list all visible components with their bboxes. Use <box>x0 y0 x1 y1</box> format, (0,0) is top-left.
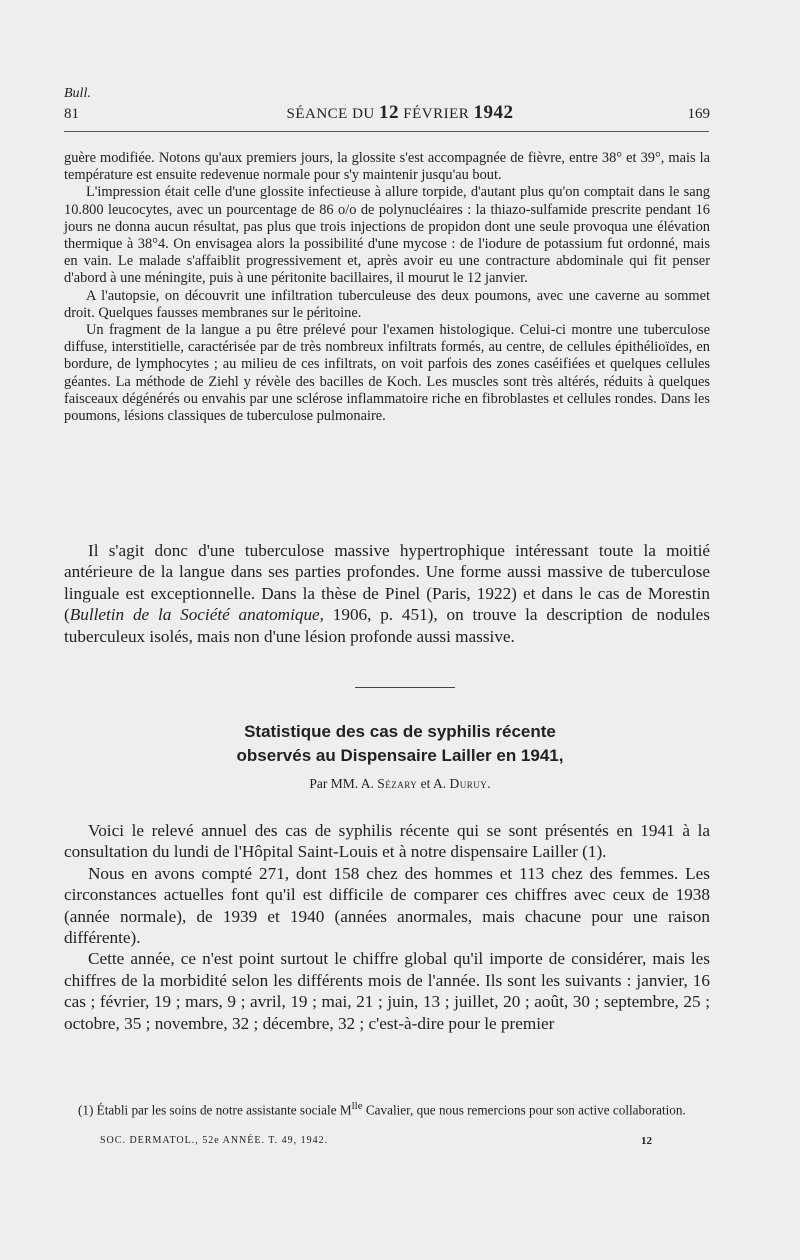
paragraph: Nous en avons compté 271, dont 158 chez des hommes et 113 chez des femmes. Les circonstances actuelles font qu'il est difficile de comparer ces chiffres avec ceux de 1938 (année normale), de 1939 et 1940 (années anormales, mais chacune pour une raison différente). <box>64 863 710 948</box>
signature-number: 12 <box>641 1135 652 1147</box>
conclusion-paragraph <box>64 540 710 647</box>
footnote-text-1: (1) Établi par les soins de notre assistante sociale M <box>78 1102 352 1118</box>
article-body <box>64 820 710 1034</box>
article-title <box>0 720 800 768</box>
paragraph: Cette année, ce n'est point surtout le chiffre global qu'il importe de considérer, mais les chiffres de la morbidité selon les différents mois de l'année. Ils sont les suivants : janvier, 16 cas ; février, 19 ; mars, 9 ; avril, 19 ; mai, 21 ; juin, 13 ; juillet, 20 ; août, 30 ; septembre, 25 ; octobre, 35 ; novembre, 32 ; décembre, 32 ; c'est-à-dire pour le premier <box>64 949 710 1033</box>
session-prefix: SÉANCE DU <box>286 106 375 122</box>
header-rule <box>64 131 709 132</box>
journal-abbreviation: Bull. <box>64 86 91 101</box>
paragraph: Un fragment de la langue a pu être prélevé pour l'examen histologique. Celui-ci montre une tuberculose diffuse, interstitielle, caractérisée par de très nombreux infiltrats formés, au centre, de cellules épithélioïdes, en bordure, de lymphocytes ; au milieu de ces infiltrats, on voit parfois des zones caséifiées et quelques cellules géantes. La méthode de Ziehl y révèle des bacilles de Koch. Les muscles sont très altérés, réduits à quelques faisceaux dégénérés ou envahis par une sclérose inflammatoire riche en fibroblastes et cellules rondes. Dans les poumons, lésions classiques de tuberculose pulmonaire. <box>64 322 710 425</box>
footnote-text-2: Cavalier, que nous remercions pour son active collaboration. <box>362 1102 686 1118</box>
page-number: 169 <box>687 106 710 122</box>
paragraph: A l'autopsie, on découvrit une infiltration tuberculeuse des deux poumons, avec une caverne au sommet droit. Quelques fausses membranes sur le péritoine. <box>64 287 710 321</box>
left-page-number: 81 <box>64 106 79 122</box>
footnote-text <box>64 1098 710 1118</box>
footnote-superscript: lle <box>351 1100 363 1112</box>
case-report-section <box>64 150 710 425</box>
paragraph: L'impression était celle d'une glossite infectieuse à allure torpide, d'autant plus qu'on comptait dans le sang 10.800 leucocytes, avec un pourcentage de 86 o/o de polynucléaires : la thiazo-sulfamide prescrite pendant 16 jours ne donna aucun résultat, pas plus que trois injections de propidon dont une seule provoqua une élévation thermique à 38°4. On envisagea alors la possibilité d'une mycose : de l'iodure de potassium fut ordonné, mais en vain. Le malade s'affaiblit progressivement et, après avoir eu une contracture abdominale qui fit penser d'abord à une méningite, puis à une péritonite bacillaires, il mourut le 12 janvier. <box>64 184 710 287</box>
cited-journal: Bulletin de la Société anatomique <box>69 605 320 625</box>
paragraph: Voici le relevé annuel des cas de syphilis récente qui se sont présentés en 1941 à la consultation du lundi de l'Hôpital Saint-Louis et à notre dispensaire Lailler (1). <box>64 821 710 862</box>
authors-prefix: Par MM. A. <box>309 776 374 791</box>
authors-suffix: . <box>487 776 491 791</box>
conclusion-text-2: , 1906, p. 451), on trouve la description de nodules tuberculeux isolés, mais non d'une lésion profonde aussi massive. <box>64 605 710 646</box>
author-name: Sézary <box>377 776 418 791</box>
article-authors <box>0 776 800 792</box>
section-divider <box>355 687 455 688</box>
session-day: 12 <box>379 102 399 123</box>
session-year: 1942 <box>473 102 514 123</box>
session-month: FÉVRIER <box>403 106 470 122</box>
authors-conjunction: et A. <box>420 776 447 791</box>
author-name: Duruy <box>449 776 488 791</box>
journal-footer: SOC. DERMATOL., 52e ANNÉE. T. 49, 1942. <box>100 1135 329 1146</box>
running-header <box>0 102 800 124</box>
title-line-2: observés au Dispensaire Lailler en 1941, <box>236 746 564 765</box>
title-line-1: Statistique des cas de syphilis récente <box>244 722 556 741</box>
conclusion-section <box>64 540 710 647</box>
paragraph: guère modifiée. Notons qu'aux premiers jours, la glossite s'est accompagnée de fièvre, entre 38° et 39°, mais la température est ensuite redevenue normale pour s'y maintenir jusqu'au bout. <box>64 150 710 184</box>
footnote <box>64 1098 710 1118</box>
conclusion-text-1: Il s'agit donc d'une tuberculose massive hypertrophique intéressant toute la moitié antérieure de la langue dans ses parties profondes. Une forme aussi massive de tuberculose linguale est exceptionnelle. Dans la thèse de Pinel (Paris, 1922) et dans le cas de Morestin ( <box>64 541 710 625</box>
